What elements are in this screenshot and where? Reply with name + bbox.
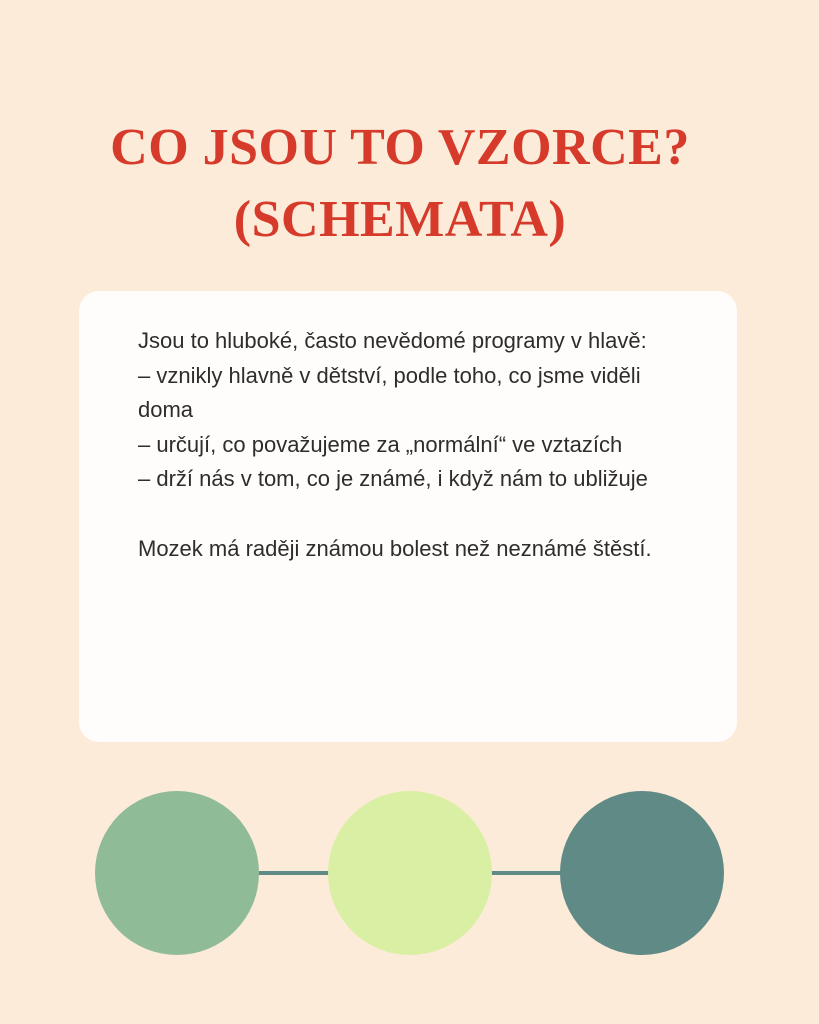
card-point-1: – vznikly hlavně v dětství, podle toho, co jsme viděli doma — [138, 362, 641, 423]
circle-sage — [95, 791, 259, 955]
card-closing: Mozek má raději známou bolest než neznámé štěstí. — [138, 535, 652, 561]
paragraph-spacer — [138, 497, 681, 532]
card-text — [138, 324, 681, 566]
content-card — [79, 291, 737, 742]
card-point-2: – určují, co považujeme za „normální“ ve vztazích — [138, 431, 623, 457]
circle-lime — [328, 791, 492, 955]
card-intro: Jsou to hluboké, často nevědomé programy v hlavě: — [138, 328, 647, 353]
card-point-3: – drží nás v tom, co je známé, i když nám to ubližuje — [138, 466, 648, 492]
title-line-2: (SCHEMATA) — [233, 191, 567, 248]
circle-teal — [560, 791, 724, 955]
title-line-1: CO JSOU TO VZORCE? — [110, 119, 690, 176]
page-title — [0, 112, 800, 256]
